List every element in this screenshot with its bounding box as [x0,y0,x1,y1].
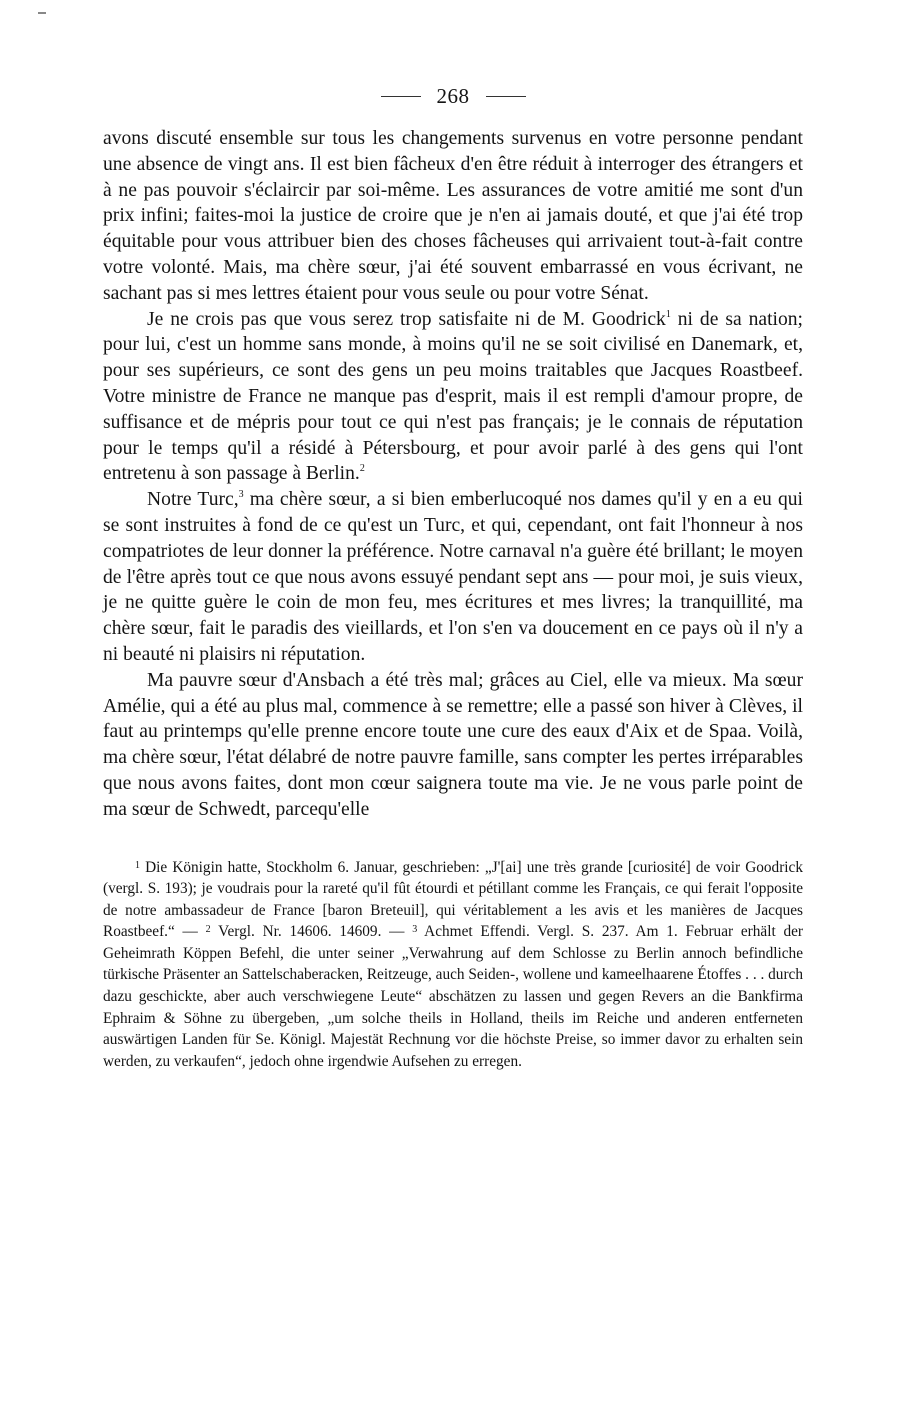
footnote-marker: 2 [205,924,211,936]
footnote-marker: 3 [412,924,418,936]
header-rule-left [381,96,421,97]
paragraph-text: ni de sa nation; pour lui, c'est un homme sans monde, à moins qu'il ne se soit civilisé en Danemark, et, pour ses supérieurs, ce sont des gens un peu moins traitables que Jacques Roastbeef. Votre ministre de France ne manque pas d'esprit, mais il est rempli d'amour propre, de suffisance et de mépris pour tout ce qui n'est pas français; je le connais de réputation pour le temps qu'il a résidé à Pétersbourg, et pour avoir parlé à des gens qui l'ont entretenu à son passage à Berlin. [103,308,803,485]
letter-body [103,126,803,823]
footnote-reference: 3 [238,489,244,501]
body-paragraph [103,307,803,488]
body-paragraph [103,668,803,823]
body-paragraph [103,487,803,668]
paragraph-text: ma chère sœur, a si bien emberlucoqué nos dames qu'il y en a eu qui se sont instruites à fond de ce qu'est un Turc, et qui, cependant, ont fait l'honneur à nos compatriotes de leur donner la préférence. Notre carnaval n'a guère été brillant; le moyen de l'être après tout ce que nous avons essuyé pendant sept ans — pour moi, je suis vieux, je ne quitte guère le coin de mon feu, mes écritures et mes livres; la tranquillité, ma chère sœur, fait le paradis des vieillards, et l'on s'en va doucement en ce pays où il n'y a ni beauté ni plaisirs ni réputation. [103,489,803,665]
paragraph-text: avons discuté ensemble sur tous les changements survenus en votre personne pendant une absence de vingt ans. Il est bien fâcheux d'en être réduit à interroger des étrangers et à ne pas pouvoir s'éclaircir par soi-même. Les assurances de votre amitié me sont d'un prix infini; faites-moi la justice de croire que je n'en ai jamais douté, et que j'ai été trop équitable pour vous attribuer bien des choses fâcheuses qui arrivaient tout-à-fait contre votre volonté. Mais, ma chère sœur, j'ai été souvent embarrassé en vous écrivant, ne sachant pas si mes lettres étaient pour vous seule ou pour votre Sénat. [103,128,803,304]
scan-corner-mark [38,12,46,14]
paragraph-text: Notre Turc, [147,489,239,511]
document-page [103,84,803,1072]
footnote-reference: 2 [359,463,365,475]
paragraph-text: Je ne crois pas que vous serez trop satisfaite ni de M. Goodrick [147,308,666,330]
footnote-paragraph [103,857,803,1073]
header-rule-right [486,96,526,97]
page-number: 268 [436,84,470,108]
footnote-marker: 1 [135,859,140,871]
footnote-text: Vergl. Nr. 14606. 14609. — [210,923,413,941]
footnote-reference: 1 [665,308,671,320]
page-header [103,84,803,118]
footnote-text: Achmet Effendi. Vergl. S. 237. Am 1. Februar erhält der Geheimrath Köppen Befehl, die unter seiner „Verwahrung auf dem Schlosse zu Berlin annoch befindliche türkische Präsenter an Sattelschaberacken, Reitzeuge, auch Seiden-, wollene und kameelhaarene Étoffes . . . durch dazu geschickte, aber auch verschwiegene Leute“ abschätzen zu lassen und gegen Revers an die Bankfirma Ephraim & Söhne zu übergeben, „um solche theils in Holland, theils im Reiche und anderen entferneten auswärtigen Landen für Se. Königl. Majestät Rechnung vor die höchste Preise, so immer davor zu erhalten sein werden, zu verkaufen“, jedoch ohne irgendwie Aufsehen zu erregen. [103,923,803,1070]
footnote-text: Die Königin hatte, Stockholm 6. Januar, geschrieben: „J'[ai] une très grande [curiosité] de voir Goodrick (vergl. S. 193); je voudrais pour la rareté qu'il fût étourdi et pétillant comme les Français, ce qui ferait l'opposite de notre ambassadeur de France [baron Breteuil], qui véritablement a les avis et les manières de Jacques Roastbeef.“ — [103,858,803,941]
body-paragraph [103,126,803,307]
footnotes [103,857,803,1073]
paragraph-text: Ma pauvre sœur d'Ansbach a été très mal; grâces au Ciel, elle va mieux. Ma sœur Amélie, qui a été au plus mal, commence à se remettre; elle a passé son hiver à Clèves, il faut au printemps qu'elle prenne encore toute une cure des eaux d'Aix et de Spaa. Voilà, ma chère sœur, l'état délabré de notre pauvre famille, sans compter les pertes irréparables que nous avons faites, dont mon cœur saignera toute ma vie. Je ne vous parle point de ma sœur de Schwedt, parcequ'elle [103,669,803,820]
